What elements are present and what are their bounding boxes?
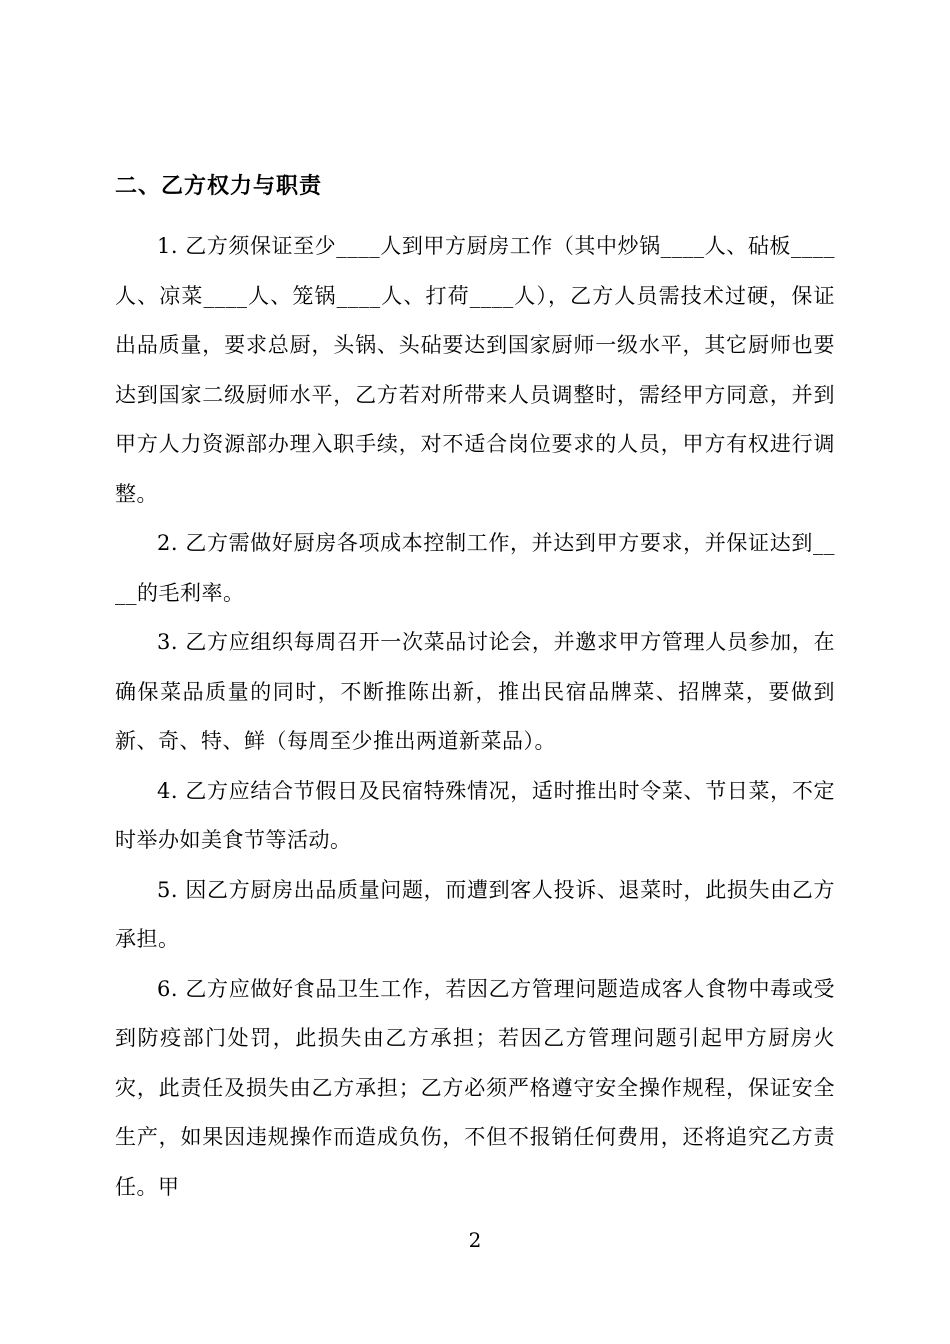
paragraph-1: 1. 乙方须保证至少____人到甲方厨房工作（其中炒锅____人、砧板____人、凉菜____人、笼锅____人、打荷____人），乙方人员需技术过硬，保证出品质量，要求总厨，头锅、头砧要达到国家厨师一级水平，其它厨师也要达到国家二级厨师水平，乙方若对所带来人员调整时，需经甲方同意，并到甲方人力资源部办理入职手续，对不适合岗位要求的人员，甲方有权进行调整。	[115, 234, 835, 506]
paragraph-6: 6. 乙方应做好食品卫生工作，若因乙方管理问题造成客人食物中毒或受到防疫部门处罚，此损失由乙方承担；若因乙方管理问题引起甲方厨房火灾，此责任及损失由乙方承担；乙方必须严格遵守安全操作规程，保证安全生产，如果因违规操作而造成负伤，不但不报销任何费用，还将追究乙方责任。甲	[115, 976, 835, 1199]
paragraph-5: 5. 因乙方厨房出品质量问题，而遭到客人投诉、退菜时，此损失由乙方承担。	[115, 877, 835, 951]
paragraph-3: 3. 乙方应组织每周召开一次菜品讨论会，并邀求甲方管理人员参加，在确保菜品质量的同时，不断推陈出新，推出民宿品牌菜、招牌菜，要做到新、奇、特、鲜（每周至少推出两道新菜品）。	[115, 630, 835, 753]
page-number: 2	[468, 1228, 482, 1252]
paragraph-2: 2. 乙方需做好厨房各项成本控制工作，并达到甲方要求，并保证达到____的毛利率。	[115, 531, 835, 605]
section-heading: 二、乙方权力与职责	[115, 174, 323, 199]
paragraph-4: 4. 乙方应结合节假日及民宿特殊情况，适时推出时令菜、节日菜，不定时举办如美食节等活动。	[115, 778, 835, 852]
